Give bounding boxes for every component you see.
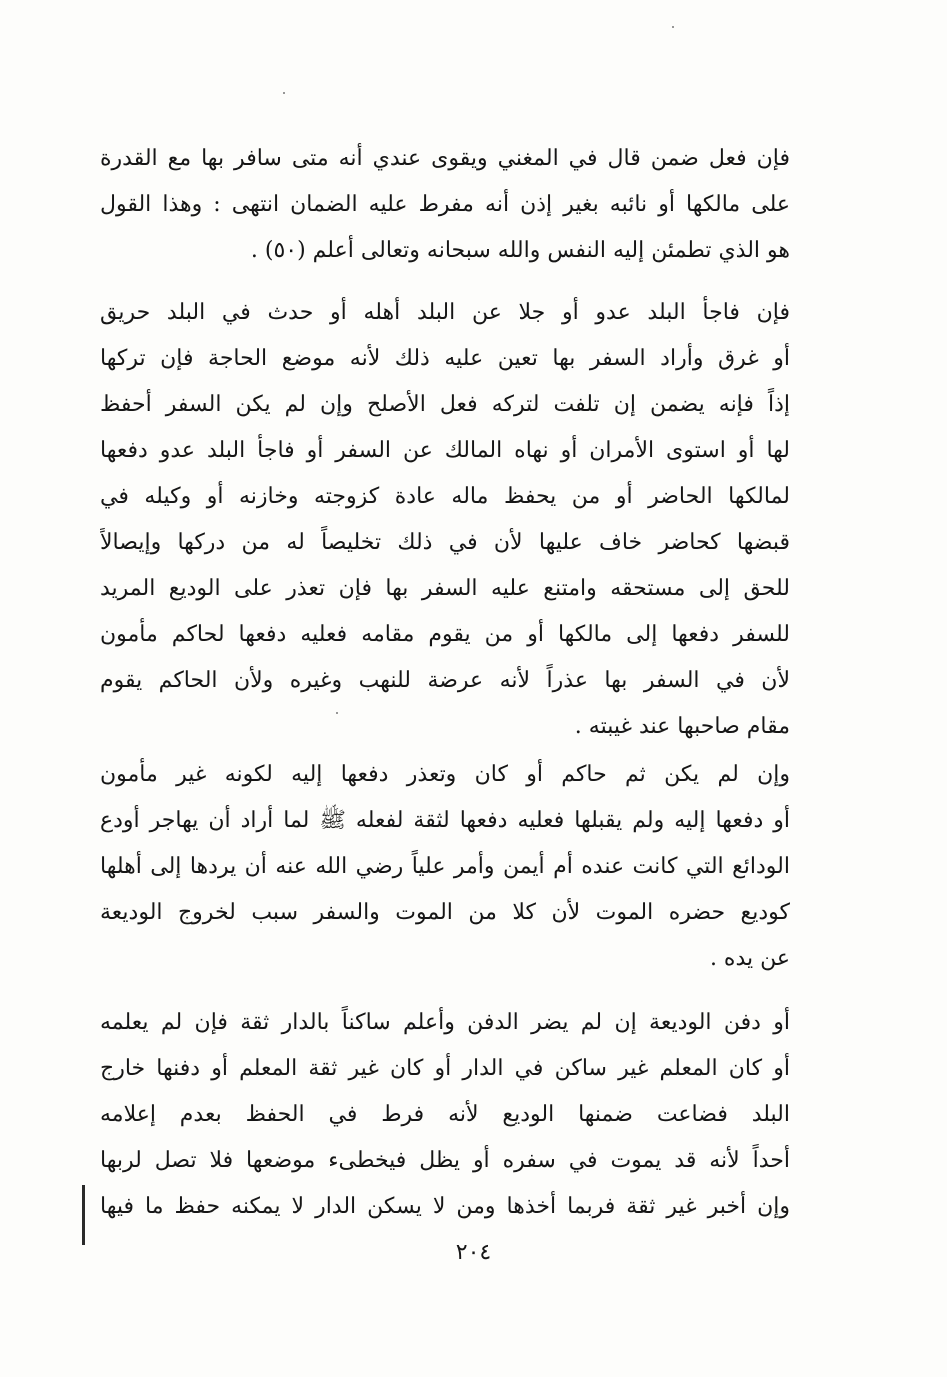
text-line: وإن لم يكن ثم حاكم أو كان وتعذر دفعها إليه لكونه غير مأمون <box>100 762 790 787</box>
margin-mark <box>82 1185 85 1245</box>
text-line: للحق إلى مستحقه وامتنع عليه السفر بها فإن تعذر على الوديع المريد <box>100 576 790 601</box>
paragraph-1 <box>100 136 790 274</box>
text-line: للسفر دفعها إلى مالكها أو من يقوم مقامه فعليه دفعها لحاكم مأمون <box>100 622 790 647</box>
text-line: لها أو استوى الأمران أو نهاه المالك عن السفر أو فاجأ البلد عدو دفعها <box>100 438 790 463</box>
text-line: أو غرق وأراد السفر بها تعين عليه ذلك لأنه موضع الحاجة فإن تركها <box>100 346 790 371</box>
scan-speck <box>672 26 674 28</box>
text-line: الودائع التي كانت عنده أم أيمن وأمر علياً رضي الله عنه أن يردها إلى أهلها <box>100 854 790 879</box>
text-line: أحداً لأنه قد يموت في سفره أو يظل فيخطىء موضعها فلا تصل لربها <box>100 1148 790 1173</box>
text-line: فإن فاجأ البلد عدو أو جلا عن البلد أهله أو حدث في البلد حريق <box>100 300 790 325</box>
text-line: هو الذي تطمئن إليه النفس والله سبحانه وتعالى أعلم (٥٠) . <box>250 238 790 263</box>
scan-speck <box>283 92 285 94</box>
paragraph-3 <box>100 752 790 982</box>
text-line: البلد فضاعت ضمنها الوديع لأنه فرط في الحفظ بعدم إعلامه <box>100 1102 790 1127</box>
text-line: إذاً فإنه يضمن إن تلفت لتركه فعل الأصلح وإن لم يكن السفر أحفظ <box>100 392 790 417</box>
paragraph-4 <box>100 1000 790 1230</box>
text-line: لأن في السفر بها عذراً لأنه عرضة للنهب وغيره ولأن الحاكم يقوم <box>100 668 790 693</box>
text-line: عن يده . <box>709 946 790 971</box>
paragraph-2 <box>100 290 790 750</box>
text-line: أو دفن الوديعة إن لم يضر الدفن وأعلم ساكناً بالدار ثقة فإن لم يعلمه <box>100 1010 790 1035</box>
text-line: مقام صاحبها عند غيبته . <box>574 714 790 739</box>
text-line: وإن أخبر غير ثقة فربما أخذها ومن لا يسكن الدار لا يمكنه حفظ ما فيها <box>100 1194 790 1219</box>
text-line: فإن فعل ضمن قال في المغني ويقوى عندي أنه متى سافر بها مع القدرة <box>100 146 790 171</box>
page-number: ٢٠٤ <box>455 1240 492 1265</box>
text-line: على مالكها أو نائبه بغير إذن أنه مفرط عليه الضمان انتهى : وهذا القول <box>100 192 790 217</box>
text-line: لمالكها الحاضر أو من يحفظ ماله عادة كزوجته وخازنه أو وكيله في <box>100 484 790 509</box>
text-line: أو دفعها إليه ولم يقبلها فعليه دفعها لثقة لفعله ﷺ لما أراد أن يهاجر أودع <box>100 808 790 833</box>
text-line: قبضها كحاضر خاف عليها لأن في ذلك تخليصاً له من دركها وإيصالاً <box>100 530 790 555</box>
text-line: كوديع حضره الموت لأن كلا من الموت والسفر سبب لخروج الوديعة <box>100 900 790 925</box>
text-line: أو كان المعلم غير ساكن في الدار أو كان غير ثقة المعلم أو دفنها خارج <box>100 1056 790 1081</box>
